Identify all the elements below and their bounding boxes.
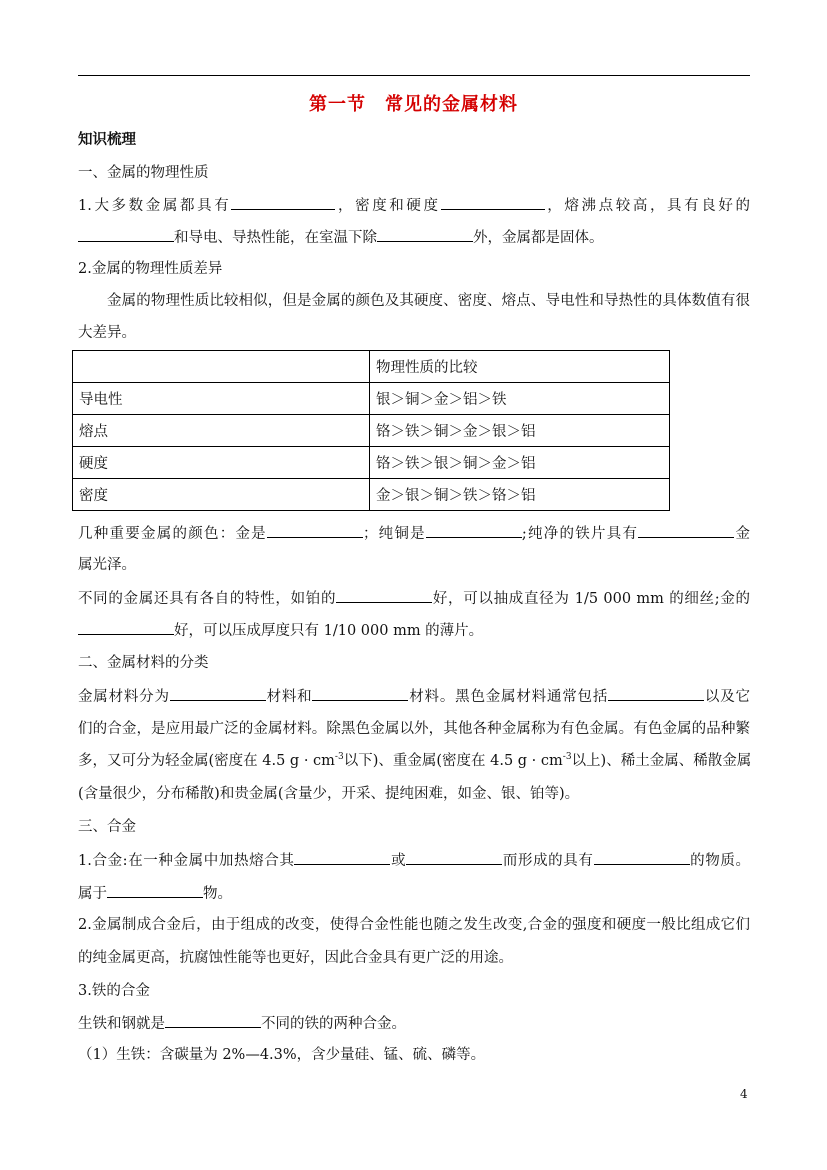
heading-physical-properties: 一、金属的物理性质 [78, 165, 209, 181]
text: ，密度和硬度 [335, 198, 441, 214]
fill-blank[interactable] [78, 620, 174, 635]
fill-blank[interactable] [312, 686, 408, 701]
paragraph-1-line-1 [78, 195, 750, 216]
text: 材料和 [265, 689, 313, 705]
fill-blank[interactable] [377, 227, 473, 242]
text: 不同的金属还具有各自的特性，如铂的 [78, 591, 337, 607]
paragraph-1-line-2 [78, 227, 750, 248]
fill-blank[interactable] [638, 523, 734, 538]
alloy-properties-line-2: 的纯金属更高，抗腐蚀性能等也更好，因此合金具有更广泛的用途。 [78, 950, 513, 966]
table-row [73, 447, 670, 479]
fill-blank[interactable] [336, 588, 432, 603]
page-title: 第一节 常见的金属材料 [309, 94, 518, 115]
header-rule [78, 75, 750, 76]
fill-blank[interactable] [406, 850, 502, 865]
metal-colors-line-2: 属光泽。 [78, 557, 136, 573]
metal-colors-line-1 [78, 523, 750, 544]
fill-blank[interactable] [594, 850, 690, 865]
table-cell: 硬度 [73, 447, 370, 479]
fill-blank[interactable] [441, 195, 545, 210]
table-row [73, 479, 670, 511]
table-row [73, 415, 670, 447]
text: 和导电、导热性能，在室温下除 [174, 230, 377, 246]
text: 属于 [78, 886, 107, 902]
text: 金 [734, 526, 751, 542]
table-cell [73, 351, 370, 383]
text: 好，可以压成厚度只有 1/10 000 mm 的薄片。 [174, 623, 484, 639]
fill-blank[interactable] [107, 883, 203, 898]
text: 生铁和钢就是 [78, 1016, 165, 1032]
text: 几种重要金属的颜色：金是 [78, 526, 267, 542]
heading-property-differences: 2.金属的物理性质差异 [78, 261, 223, 277]
text: 物。 [203, 886, 232, 902]
classification-line-3 [78, 751, 750, 771]
heading-alloys: 三、合金 [78, 819, 136, 835]
text: ，熔沸点较高，具有良好的 [544, 198, 751, 214]
fill-blank[interactable] [267, 523, 363, 538]
fill-blank[interactable] [78, 227, 174, 242]
table-cell: 铬＞铁＞银＞铜＞金＞铝 [370, 447, 670, 479]
table-row [73, 383, 670, 415]
alloy-definition-line-1 [78, 850, 750, 871]
paragraph-2-line-2: 大差异。 [78, 325, 136, 341]
table-cell: 金＞银＞铜＞铁＞铬＞铝 [370, 479, 670, 511]
classification-line-4: (含量很少，分布稀散)和贵金属(含量少，开采、提纯困难，如金、银、铂等)。 [78, 786, 580, 802]
text: 1.大多数金属都具有 [78, 198, 232, 214]
text: 的物质。 [689, 853, 751, 869]
text: 外，金属都是固体。 [473, 230, 604, 246]
classification-line-2: 们的合金，是应用最广泛的金属材料。除黑色金属以外，其他各种金属称为有色金属。有色金属的品种繁 [78, 721, 750, 737]
text: 金属材料分为 [78, 689, 170, 705]
text: 好，可以抽成直径为 1/5 000 mm 的细丝;金的 [432, 591, 751, 607]
fill-blank[interactable] [608, 686, 704, 701]
alloy-properties-line-1: 2.金属制成合金后，由于组成的改变，使得合金性能也随之发生改变,合金的强度和硬度一般比组成它们 [78, 917, 750, 933]
text: 以及它 [704, 689, 751, 705]
text: 1.合金:在一种金属中加热熔合其 [78, 853, 295, 869]
section-heading: 知识梳理 [78, 131, 136, 148]
table-cell: 熔点 [73, 415, 370, 447]
special-properties-line-1 [78, 588, 750, 609]
classification-line-1 [78, 686, 750, 707]
fill-blank[interactable] [231, 195, 335, 210]
table-cell: 铬＞铁＞铜＞金＞银＞铝 [370, 415, 670, 447]
text: 而形成的具有 [502, 853, 594, 869]
superscript: -3 [334, 752, 344, 763]
text: ;纯净的铁片具有 [521, 526, 639, 542]
text: 或 [390, 853, 407, 869]
table-cell: 密度 [73, 479, 370, 511]
special-properties-line-2 [78, 620, 750, 641]
fill-blank[interactable] [426, 523, 522, 538]
text: 多，又可分为轻金属(密度在 4.5 g · cm [78, 753, 335, 769]
alloy-definition-line-2 [78, 883, 750, 904]
fill-blank[interactable] [170, 686, 266, 701]
heading-iron-alloys: 3.铁的合金 [78, 983, 150, 999]
fill-blank[interactable] [294, 850, 390, 865]
text: ；纯铜是 [362, 526, 426, 542]
iron-alloys-line [78, 1013, 750, 1034]
table-cell: 物理性质的比较 [370, 351, 670, 383]
table-cell: 银＞铜＞金＞铝＞铁 [370, 383, 670, 415]
table-cell: 导电性 [73, 383, 370, 415]
pig-iron-line: （1）生铁：含碳量为 2%—4.3%，含少量硅、锰、硫、磷等。 [78, 1047, 486, 1063]
text: 不同的铁的两种合金。 [261, 1016, 406, 1032]
text: 以上)、稀土金属、稀散金属 [571, 753, 752, 769]
text: 材料。黑色金属材料通常包括 [408, 689, 609, 705]
paragraph-2-line-1: 金属的物理性质比较相似，但是金属的颜色及其硬度、密度、熔点、导电性和导热性的具体数值有很 [107, 293, 750, 309]
table-row [73, 351, 670, 383]
properties-table [72, 350, 670, 511]
heading-classification: 二、金属材料的分类 [78, 655, 209, 671]
text: 以下)、重金属(密度在 4.5 g · cm [343, 753, 563, 769]
page-number: 4 [740, 1087, 748, 1101]
superscript: -3 [562, 752, 572, 763]
fill-blank[interactable] [165, 1013, 261, 1028]
